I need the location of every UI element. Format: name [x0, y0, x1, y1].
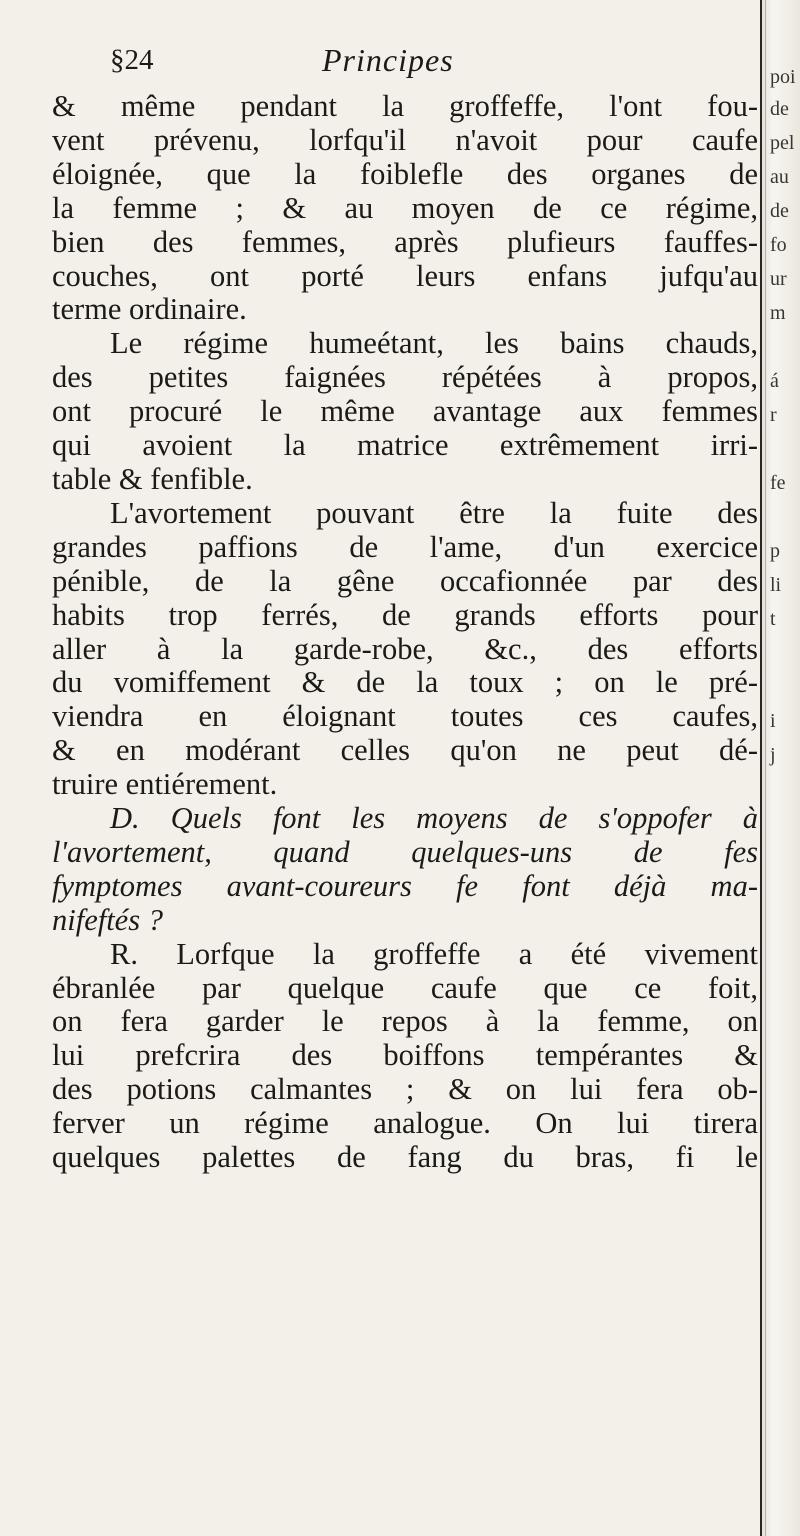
text-line: R. Lorfque la groffeffe a été vivement [110, 936, 758, 971]
page-number: §24 [110, 44, 154, 76]
answer-paragraph [52, 938, 758, 1175]
text-line: grandes paffions de l'ame, d'un exercice [52, 529, 758, 564]
facing-page-fragment: fe [770, 472, 786, 494]
text-line: pénible, de la gêne occafionnée par des [52, 563, 758, 598]
text-line: ferver un régime analogue. On lui tirera [52, 1106, 758, 1141]
book-page [52, 44, 758, 1175]
text-line: qui avoient la matrice extrêmement irri- [52, 428, 758, 463]
text-line: du vomiffement & de la toux ; on le pré- [52, 665, 758, 700]
question-line: l'avortement, quand quelques-uns de fes [52, 834, 758, 869]
text-line: aller à la garde-robe, &c., des efforts [52, 631, 758, 666]
page-fold-line [765, 0, 766, 1536]
text-line: ébranlée par quelque caufe que ce foit, [52, 970, 758, 1005]
paragraph [52, 327, 758, 497]
facing-page-fragment: á [770, 370, 779, 392]
text-line: & même pendant la groffeffe, l'ont fou- [52, 89, 758, 123]
facing-page-fragment: poi [770, 66, 796, 88]
text-line: viendra en éloignant toutes ces caufes, [52, 699, 758, 734]
text-line: des potions calmantes ; & on lui fera ob- [52, 1072, 758, 1107]
text-line: table & fenfible. [52, 461, 253, 496]
page-header-title: Principes [322, 42, 454, 78]
facing-page-fragment: pel [770, 132, 795, 154]
facing-page-edge [760, 0, 800, 1536]
facing-page-fragment: de [770, 98, 789, 120]
facing-page-fragment: p [770, 540, 780, 562]
facing-page-fragment: ur [770, 268, 787, 290]
question-line: fymptomes avant-coureurs fe font déjà ma- [52, 868, 758, 903]
facing-page-fragment: m [770, 302, 786, 324]
text-line: couches, ont porté leurs enfans jufqu'au [52, 258, 758, 293]
text-line: bien des femmes, après plufieurs fauffes- [52, 224, 758, 259]
facing-page-fragment: de [770, 200, 789, 222]
text-line: quelques palettes de fang du bras, fi le [52, 1140, 758, 1175]
text-line: & en modérant celles qu'on ne peut dé- [52, 733, 758, 768]
text-line: lui prefcrira des boiffons tempérantes & [52, 1038, 758, 1073]
facing-page-fragment: i [770, 710, 776, 732]
text-line: on fera garder le repos à la femme, on [52, 1004, 758, 1039]
question-paragraph [52, 802, 758, 938]
text-line: vent prévenu, lorfqu'il n'avoit pour caufe [52, 122, 758, 157]
paragraph [52, 497, 758, 802]
text-line: truire entiérement. [52, 767, 278, 802]
facing-page-fragment: j [770, 744, 776, 766]
paragraph [52, 90, 758, 327]
facing-page-fragment: fo [770, 234, 787, 256]
running-head [52, 44, 758, 90]
text-line: la femme ; & au moyen de ce régime, [52, 190, 758, 225]
facing-page-fragment: au [770, 166, 789, 188]
facing-page-fragment: t [770, 608, 776, 630]
text-line: Le régime humeétant, les bains chauds, [110, 326, 758, 361]
text-line: éloignée, que la foiblefle des organes de [52, 156, 758, 191]
facing-page-fragment: li [770, 574, 782, 596]
question-line: D. Quels font les moyens de s'oppofer à [110, 801, 758, 836]
text-line: L'avortement pouvant être la fuite des [110, 495, 758, 530]
facing-page-fragment: r [770, 404, 777, 426]
text-line: terme ordinaire. [52, 292, 247, 327]
text-line: des petites faignées répétées à propos, [52, 360, 758, 395]
text-line: ont procuré le même avantage aux femmes [52, 394, 758, 429]
question-line: nifeftés ? [52, 902, 163, 937]
text-line: habits trop ferrés, de grands efforts pour [52, 597, 758, 632]
